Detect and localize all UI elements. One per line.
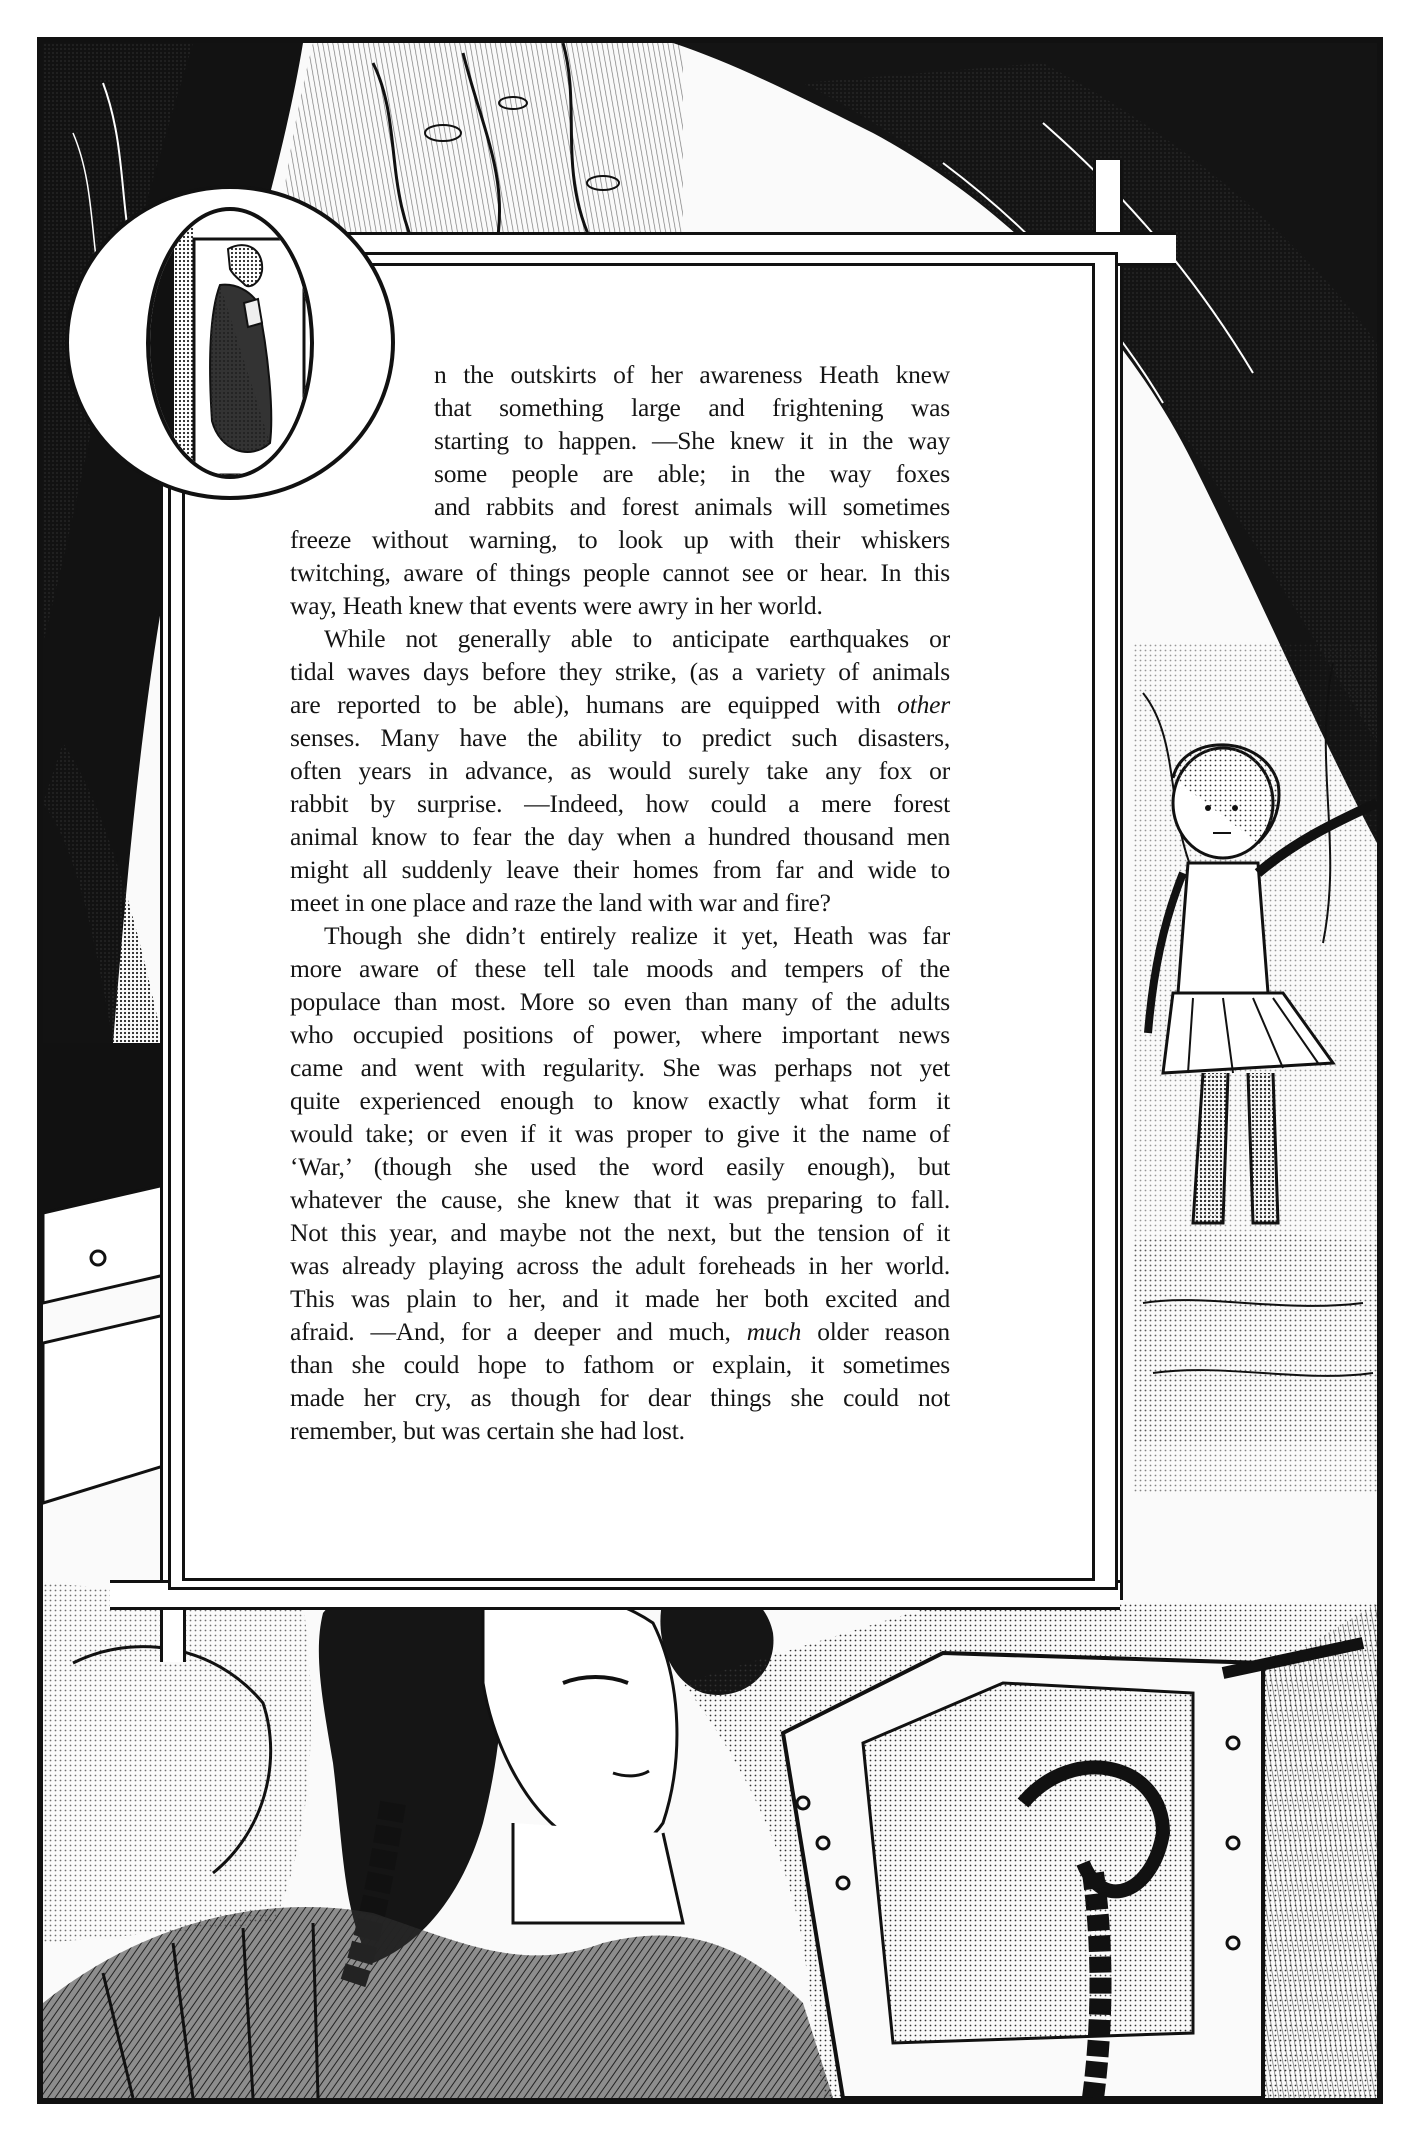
text-line: might all suddenly leave their homes from far and wide to (290, 855, 950, 884)
text-line (290, 688, 950, 721)
paragraph-1 (290, 358, 950, 622)
text-fragment: are reported to be able), humans are equipped with (290, 690, 898, 719)
forest-path (1133, 1231, 1377, 1493)
text-fragment: older reason (801, 1317, 950, 1346)
text-line: quite experienced enough to know exactly what form it (290, 1086, 950, 1115)
text-line: starting to happen. —She knew it in the way (434, 426, 950, 455)
text-line: than she could hope to fathom or explain, it sometimes (290, 1350, 950, 1379)
story-text (290, 358, 950, 1447)
text-line: was already playing across the adult foreheads in her world. (290, 1251, 950, 1280)
text-line: senses. Many have the ability to predict such disasters, (290, 723, 950, 752)
text-line: that something large and frightening was (434, 393, 950, 422)
paragraph-2 (290, 622, 950, 919)
text-line: meet in one place and raze the land with war and fire? (290, 888, 831, 917)
text-line: freeze without warning, to look up with their whiskers (290, 525, 950, 554)
text-line: way, Heath knew that events were awry in her world. (290, 591, 823, 620)
paragraph-3 (290, 919, 950, 1447)
text-line: tidal waves days before they strike, (as a variety of animals (290, 657, 950, 686)
text-line: would take; or even if it was proper to give it the name of (290, 1119, 950, 1148)
cloaked-figure-icon (150, 211, 310, 475)
text-line: came and went with regularity. She was perhaps not yet (290, 1053, 950, 1082)
text-line: Not this year, and maybe not the next, but the tension of it (290, 1218, 950, 1247)
text-line: and rabbits and forest animals will sometimes (434, 492, 950, 521)
text-line: rabbit by surprise. —Indeed, how could a mere forest (290, 789, 950, 818)
wooden-beam-left (43, 1183, 173, 1503)
text-line: often years in advance, as would surely take any fox or (290, 756, 950, 785)
text-line: whatever the cause, she knew that it was preparing to fall. (290, 1185, 950, 1214)
text-line: n the outskirts of her awareness Heath knew (434, 360, 950, 389)
text-line: remember, but was certain she had lost. (290, 1416, 685, 1445)
text-fragment: afraid. —And, for a deeper and much, (290, 1317, 747, 1346)
text-line: animal know to fear the day when a hundred thousand men (290, 822, 950, 851)
text-line (290, 1315, 950, 1348)
text-line: made her cry, as though for dear things she could not (290, 1383, 950, 1412)
text-line: twitching, aware of things people cannot see or hear. In this (290, 558, 950, 587)
emphasis-other: other (897, 690, 950, 719)
dropcap-inset (146, 207, 314, 479)
text-line: Though she didn’t entirely realize it yet, Heath was far (324, 921, 950, 950)
text-line: populace than most. More so even than many of the adults (290, 987, 950, 1016)
emphasis-much: much (746, 1317, 802, 1346)
text-line: ‘War,’ (though she used the word easily enough), but (290, 1152, 950, 1181)
text-line: more aware of these tell tale moods and tempers of the (290, 954, 950, 983)
text-line: This was plain to her, and it made her both excited and (290, 1284, 950, 1313)
text-line: some people are able; in the way foxes (434, 459, 950, 488)
text-line: While not generally able to anticipate earthquakes or (324, 624, 950, 653)
text-line: who occupied positions of power, where important news (290, 1020, 950, 1049)
